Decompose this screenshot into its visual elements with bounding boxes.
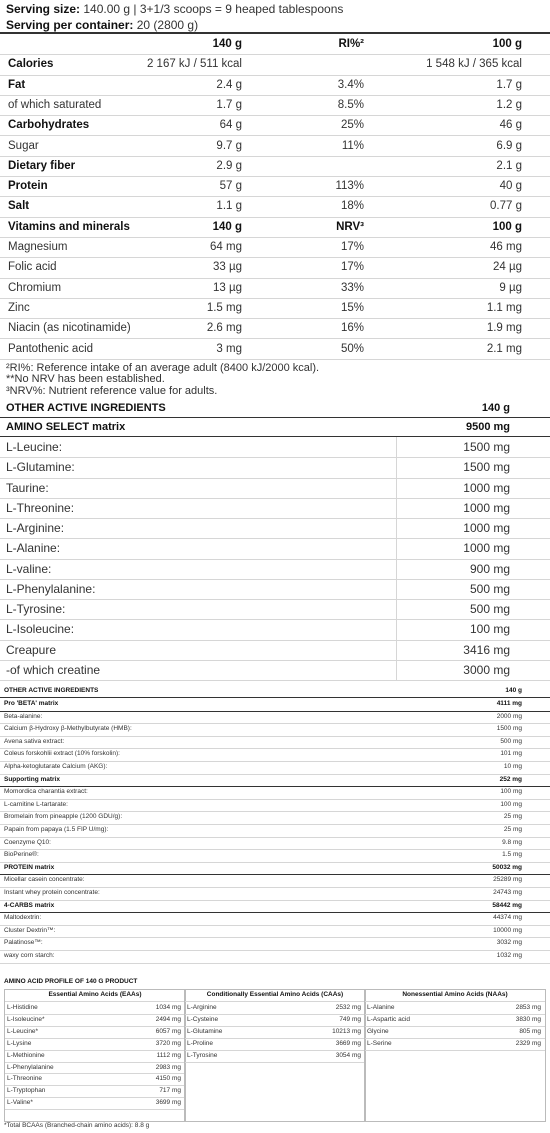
- ingredient-name: Alpha-ketoglutarate Calcium (AKG):: [4, 763, 108, 770]
- matrix-label: AMINO SELECT matrix: [6, 421, 126, 433]
- value-140g: 64 g: [219, 119, 242, 132]
- value-140g: 1.7 g: [216, 98, 242, 111]
- value-100g: 0.77 g: [490, 200, 522, 213]
- value-140g: 2.4 g: [216, 78, 242, 91]
- value-100g: 2.1 g: [496, 159, 522, 172]
- profile-row-line: [185, 1062, 365, 1063]
- ingredient-name: Coleus forskohlii extract (10% forskolin):: [4, 750, 120, 758]
- profile-column-header: Nonessential Amino Acids (NAAs): [402, 991, 508, 998]
- profile-amino-value: 2853 mg: [515, 1004, 541, 1011]
- ingredient-name: L-carnitine L-tartarate:: [4, 800, 68, 808]
- value-140g: 2 167 kJ / 511 kcal: [146, 58, 242, 71]
- value-140g: 57 g: [219, 180, 242, 193]
- profile-row-line: [185, 1014, 365, 1015]
- vitamin-row: [0, 298, 550, 319]
- vitamin-nrv: 17%: [340, 241, 364, 253]
- serving-size-line: [6, 2, 343, 16]
- value-ri: 18%: [340, 200, 364, 213]
- ingredient-name: Momordica charantia extract:: [4, 788, 88, 796]
- ingredient-value: 25289 mg: [493, 876, 522, 884]
- ingredient-value: 4111 mg: [496, 700, 522, 707]
- vitamin-140g: 1.5 mg: [206, 301, 242, 314]
- value-100g: 1.2 g: [496, 98, 522, 111]
- nutrient-name: Salt: [8, 200, 30, 213]
- profile-header-line: [5, 1001, 185, 1002]
- value-ri: 11%: [341, 139, 364, 152]
- profile-amino-name: L-Histidine: [7, 1004, 38, 1011]
- nutrition-row: [0, 136, 550, 157]
- profile-column: [4, 989, 186, 1122]
- amino-value: 3000 mg: [463, 662, 510, 677]
- amino-value: 1000 mg: [463, 521, 510, 535]
- vitamins-header-nrv: NRV³: [336, 220, 364, 233]
- profile-amino-name: L-Glutamine: [187, 1027, 223, 1035]
- vitamin-140g: 64 mg: [210, 241, 242, 253]
- amino-row: [0, 660, 550, 681]
- ingredient-row: [0, 811, 550, 825]
- ingredient-row: [0, 937, 550, 951]
- ingredient-value: 252 mg: [499, 775, 522, 783]
- profile-row-line: [5, 1085, 185, 1086]
- profile-header-line: [365, 1001, 545, 1002]
- amino-row: [0, 538, 550, 559]
- profile-row-line: [5, 1062, 185, 1063]
- ingredient-row: [0, 824, 550, 838]
- profile-column-header: Essential Amino Acids (EAAs): [48, 991, 142, 998]
- ingredient-name: Beta-alanine:: [4, 712, 43, 720]
- amino-name: L-Glutamine:: [6, 460, 75, 475]
- ingredient-value: 58442 mg: [492, 901, 522, 909]
- profile-amino-value: 3830 mg: [515, 1015, 541, 1023]
- amino-value: 3416 mg: [463, 642, 510, 657]
- value-100g: 40 g: [499, 180, 522, 193]
- ingredient-name: 4-CARBS matrix: [4, 901, 55, 909]
- ingredient-name: Coenzyme Q10:: [4, 838, 51, 846]
- amino-name: L-valine:: [6, 561, 52, 576]
- profile-row-line: [5, 1097, 185, 1098]
- profile-amino-name: Glycine: [367, 1027, 389, 1035]
- vitamin-140g: 3 mg: [216, 342, 242, 355]
- amino-column-divider: [396, 437, 397, 680]
- profile-row-line: [365, 1026, 545, 1027]
- profile-amino-name: L-Tyrosine: [187, 1051, 218, 1059]
- active2-title-row: [0, 685, 550, 698]
- nutrient-name: of which saturated: [8, 98, 102, 111]
- profile-amino-name: L-Arginine: [187, 1004, 217, 1011]
- vitamin-row: [0, 318, 550, 339]
- amino-name: L-Leucine:: [6, 440, 63, 454]
- amino-name: L-Arginine:: [6, 521, 65, 535]
- ingredient-value: 50032 mg: [492, 863, 522, 871]
- amino-value: 1500 mg: [463, 440, 510, 454]
- ingredient-value: 10000 mg: [493, 926, 522, 934]
- profile-amino-name: L-Alanine: [367, 1004, 395, 1011]
- vitamin-name: Chromium: [8, 281, 62, 294]
- ingredient-name: Maltodextrin:: [4, 914, 42, 922]
- vitamin-nrv: 50%: [340, 342, 364, 355]
- amino-row: [0, 619, 550, 640]
- nutrient-name: Carbohydrates: [8, 119, 90, 132]
- active1-title-row: [0, 399, 550, 418]
- amino-row: [0, 640, 550, 661]
- servings-value: 20 (2800 g): [136, 18, 199, 32]
- profile-amino-value: 3699 mg: [155, 1099, 181, 1107]
- amino-value: 900 mg: [469, 561, 510, 576]
- profile-amino-name: L-Valine*: [7, 1099, 33, 1107]
- vitamin-nrv: 15%: [340, 301, 364, 314]
- nutrition-row: [0, 196, 550, 217]
- vitamin-nrv: 16%: [340, 322, 364, 335]
- amino-name: Taurine:: [6, 480, 49, 495]
- ingredient-name: Calcium β-Hydroxy β-Methylbutyrate (HMB):: [4, 725, 132, 733]
- ingredient-row: [0, 774, 550, 788]
- profile-row-line: [185, 1038, 365, 1039]
- vitamin-140g: 33 µg: [212, 261, 242, 274]
- profile-amino-value: 3720 mg: [155, 1039, 181, 1047]
- profile-amino-value: 6057 mg: [155, 1027, 181, 1035]
- ingredient-name: Supporting matrix: [4, 775, 60, 783]
- amino-row: [0, 498, 550, 519]
- amino-value: 500 mg: [469, 581, 510, 596]
- ingredient-name: Bromelain from pineapple (1200 GDU/g):: [4, 813, 123, 821]
- ingredient-value: 100 mg: [500, 788, 522, 796]
- amino-name: L-Threonine:: [6, 500, 75, 515]
- ingredient-row: [0, 837, 550, 851]
- vitamin-name: Zinc: [8, 301, 30, 314]
- matrix-row: [0, 418, 550, 437]
- ingredient-value: 101 mg: [500, 750, 522, 758]
- profile-amino-name: L-Lysine: [7, 1039, 32, 1047]
- amino-value: 500 mg: [469, 602, 510, 616]
- amino-name: Creapure: [6, 642, 57, 657]
- ingredient-row: [0, 862, 550, 876]
- profile-amino-name: L-Isoleucine*: [7, 1015, 45, 1023]
- profile-amino-value: 805 mg: [519, 1027, 541, 1035]
- amino-name: -of which creatine: [6, 662, 101, 677]
- ingredient-value: 3032 mg: [496, 939, 522, 947]
- ingredient-row: [0, 736, 550, 750]
- vitamin-row: [0, 237, 550, 258]
- active1-amount: 140 g: [481, 402, 510, 414]
- ingredient-value: 44374 mg: [493, 914, 522, 922]
- ingredient-row: [0, 874, 550, 888]
- profile-amino-value: 1112 mg: [156, 1051, 181, 1059]
- profile-row-line: [5, 1050, 185, 1051]
- value-100g: 1.7 g: [496, 78, 522, 91]
- vitamin-name: Magnesium: [8, 241, 68, 253]
- servings-line: [6, 18, 198, 32]
- profile-row-line: [5, 1026, 185, 1027]
- ingredient-value: 9.8 mg: [502, 838, 522, 846]
- ingredient-value: 25 mg: [503, 826, 522, 833]
- profile-amino-name: L-Phenylalanine: [7, 1063, 54, 1071]
- vitamin-100g: 9 µg: [499, 281, 522, 294]
- value-ri: 113%: [335, 180, 364, 193]
- nutrition-row: [0, 95, 550, 116]
- vitamin-100g: 24 µg: [492, 261, 522, 274]
- profile-row-line: [185, 1026, 365, 1027]
- ingredient-row: [0, 711, 550, 725]
- amino-name: L-Alanine:: [6, 541, 61, 556]
- ingredient-row: [0, 950, 550, 964]
- profile-footnote: *Total BCAAs (Branched-chain amino acids): 8.8 g: [4, 1122, 150, 1129]
- profile-amino-value: 4150 mg: [155, 1075, 181, 1083]
- profile-amino-name: L-Methionine: [7, 1051, 45, 1059]
- nutrition-footnote: **No NRV has been established.: [6, 373, 165, 386]
- profile-row-line: [5, 1109, 185, 1110]
- ingredient-row: [0, 748, 550, 762]
- vitamin-100g: 1.9 mg: [486, 322, 522, 335]
- amino-value: 1000 mg: [463, 541, 510, 556]
- serving-size-value: 140.00 g | 3+1/3 scoops = 9 heaped tablespoons: [83, 2, 344, 16]
- active1-title: OTHER ACTIVE INGREDIENTS: [6, 402, 166, 414]
- value-ri: 8.5%: [337, 98, 364, 111]
- nutrient-name: Sugar: [8, 139, 39, 152]
- vitamin-100g: 1.1 mg: [486, 301, 522, 314]
- nutrition-row: [0, 176, 550, 197]
- ingredient-value: 100 mg: [500, 800, 522, 808]
- nutrient-name: Calories: [8, 58, 54, 71]
- active2-amount: 140 g: [505, 687, 522, 694]
- profile-amino-value: 3669 mg: [335, 1039, 361, 1047]
- ingredient-name: Papain from papaya (1.5 FIP U/mg):: [4, 826, 109, 833]
- profile-row-line: [365, 1014, 545, 1015]
- nutrition-footnote: ²RI%: Reference intake of an average adult (8400 kJ/2000 kcal).: [6, 361, 320, 374]
- amino-row: [0, 437, 550, 458]
- profile-row-line: [5, 1038, 185, 1039]
- ingredient-row: [0, 799, 550, 813]
- profile-amino-name: L-Proline: [187, 1039, 214, 1047]
- ingredient-row: [0, 761, 550, 775]
- nutrition-row: [0, 115, 550, 136]
- column-140g: 140 g: [212, 38, 242, 50]
- value-ri: 25%: [340, 119, 364, 132]
- profile-column: [364, 989, 546, 1122]
- vitamin-nrv: 33%: [340, 281, 364, 294]
- vitamin-name: Pantothenic acid: [8, 342, 94, 355]
- amino-name: L-Phenylalanine:: [6, 581, 96, 596]
- ingredient-name: Instant whey protein concentrate:: [4, 889, 100, 896]
- ingredient-name: waxy corn starch:: [4, 952, 55, 959]
- ingredient-value: 10 mg: [503, 763, 522, 770]
- ingredient-value: 500 mg: [500, 737, 522, 745]
- ingredient-value: 1500 mg: [496, 725, 522, 733]
- vitamin-row: [0, 278, 550, 299]
- vitamin-nrv: 17%: [340, 261, 364, 274]
- amino-row: [0, 579, 550, 600]
- ingredient-row: [0, 849, 550, 863]
- ingredient-row: [0, 723, 550, 737]
- nutrition-row: [0, 54, 550, 75]
- nutrition-row: [0, 75, 550, 96]
- vitamin-row: [0, 339, 550, 360]
- matrix-value: 9500 mg: [465, 421, 510, 433]
- serving-size-label: Serving size:: [6, 2, 81, 16]
- profile-amino-value: 717 mg: [159, 1087, 181, 1095]
- profile-title: AMINO ACID PROFILE OF 140 G PRODUCT: [4, 978, 138, 985]
- ingredient-row: [0, 887, 550, 901]
- profile-amino-value: 10213 mg: [332, 1027, 361, 1035]
- profile-amino-name: L-Cysteine: [187, 1015, 219, 1023]
- vitamins-header-row: [0, 217, 550, 238]
- column-100g: 100 g: [492, 38, 522, 50]
- amino-row: [0, 559, 550, 580]
- column-ri: RI%²: [338, 38, 364, 50]
- value-100g: 1 548 kJ / 365 kcal: [426, 58, 522, 71]
- profile-amino-name: L-Serine: [367, 1039, 392, 1047]
- profile-amino-value: 749 mg: [339, 1015, 361, 1023]
- vitamin-name: Niacin (as nicotinamide): [8, 322, 131, 335]
- amino-row: [0, 599, 550, 620]
- nutrition-header-row: [0, 34, 550, 55]
- ingredient-name: PROTEIN matrix: [4, 863, 55, 871]
- profile-amino-name: L-Leucine*: [7, 1027, 39, 1035]
- profile-amino-name: L-Threonine: [7, 1075, 43, 1083]
- ingredient-value: 24743 mg: [493, 889, 522, 896]
- profile-amino-value: 2494 mg: [155, 1015, 181, 1023]
- vitamin-140g: 13 µg: [212, 281, 242, 294]
- profile-column: [184, 989, 366, 1122]
- vitamin-100g: 46 mg: [490, 241, 522, 253]
- profile-amino-value: 2532 mg: [335, 1004, 361, 1011]
- ingredient-name: Micellar casein concentrate:: [4, 876, 85, 884]
- profile-amino-name: L-Aspartic acid: [367, 1015, 410, 1023]
- amino-value: 1500 mg: [463, 460, 510, 475]
- value-140g: 9.7 g: [216, 139, 242, 152]
- profile-row-line: [365, 1038, 545, 1039]
- amino-value: 100 mg: [469, 622, 510, 637]
- nutrition-footnote: ³NRV%: Nutrient reference value for adults.: [6, 384, 218, 397]
- ingredient-name: Palatinose™:: [4, 939, 43, 947]
- ingredient-value: 25 mg: [503, 813, 522, 821]
- vitamins-header-label: Vitamins and minerals: [8, 220, 130, 233]
- profile-amino-value: 2329 mg: [515, 1039, 541, 1047]
- ingredient-row: [0, 925, 550, 939]
- ingredient-value: 1.5 mg: [502, 851, 522, 859]
- value-140g: 2.9 g: [216, 159, 242, 172]
- amino-row: [0, 478, 550, 499]
- amino-value: 1000 mg: [463, 500, 510, 515]
- amino-row: [0, 457, 550, 478]
- vitamins-header-100g: 100 g: [492, 220, 522, 233]
- servings-label: Serving per container:: [6, 18, 134, 32]
- nutrition-row: [0, 156, 550, 177]
- ingredient-row: [0, 900, 550, 914]
- ingredient-name: Cluster Dextrin™:: [4, 926, 56, 934]
- profile-row-line: [5, 1073, 185, 1074]
- value-140g: 1.1 g: [216, 200, 242, 213]
- profile-row-line: [365, 1050, 545, 1051]
- profile-header-line: [185, 1001, 365, 1002]
- nutrient-name: Dietary fiber: [8, 159, 76, 172]
- ingredient-value: 1032 mg: [496, 952, 522, 959]
- nutrient-name: Fat: [8, 78, 26, 91]
- ingredient-name: BioPerine®:: [4, 851, 39, 859]
- profile-amino-value: 3054 mg: [335, 1051, 361, 1059]
- profile-row-line: [5, 1014, 185, 1015]
- vitamin-100g: 2.1 mg: [486, 342, 522, 355]
- ingredient-row: [0, 912, 550, 926]
- amino-row: [0, 518, 550, 539]
- profile-column-header: Conditionally Essential Amino Acids (CAAs): [206, 991, 344, 998]
- value-100g: 6.9 g: [496, 139, 522, 152]
- profile-amino-name: L-Tryptophan: [7, 1087, 46, 1095]
- ingredient-row: [0, 786, 550, 800]
- profile-amino-value: 2983 mg: [155, 1063, 181, 1071]
- ingredient-value: 2000 mg: [496, 712, 522, 720]
- ingredient-row: [0, 698, 550, 712]
- amino-name: L-Isoleucine:: [6, 622, 75, 637]
- ingredient-name: Pro 'BETA' matrix: [4, 700, 59, 707]
- value-ri: 3.4%: [337, 78, 364, 91]
- profile-amino-value: 1034 mg: [155, 1004, 181, 1011]
- vitamin-row: [0, 257, 550, 278]
- nutrient-name: Protein: [8, 180, 48, 193]
- amino-value: 1000 mg: [463, 480, 510, 495]
- amino-name: L-Tyrosine:: [6, 602, 66, 616]
- vitamin-140g: 2.6 mg: [206, 322, 242, 335]
- value-100g: 46 g: [499, 119, 522, 132]
- vitamins-header-140g: 140 g: [212, 220, 242, 233]
- vitamin-name: Folic acid: [8, 261, 57, 274]
- ingredient-name: Avena sativa extract:: [4, 737, 65, 745]
- profile-row-line: [185, 1050, 365, 1051]
- active2-title: OTHER ACTIVE INGREDIENTS: [4, 687, 99, 694]
